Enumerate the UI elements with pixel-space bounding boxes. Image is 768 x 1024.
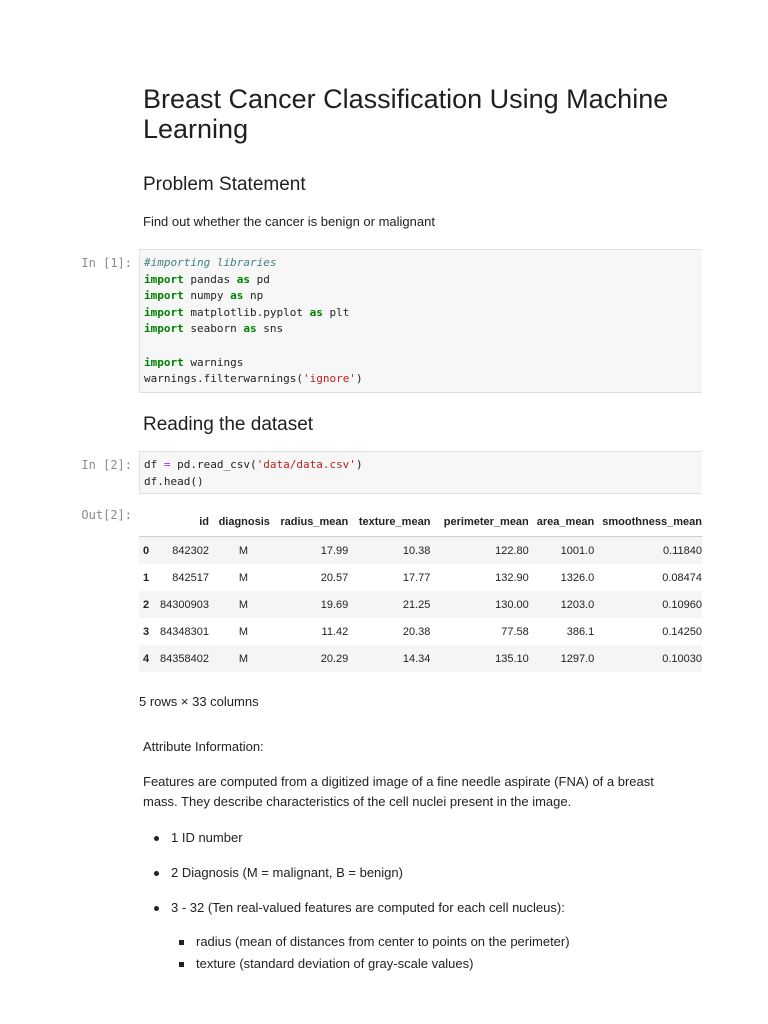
- column-header-id: id: [199, 516, 209, 528]
- cell-1-prompt: In [1]:: [81, 256, 132, 270]
- table-row: 2 84300903 M 19.69 21.25 130.00 1203.0 0.10960: [139, 591, 702, 618]
- code-line-import-seaborn: import seaborn as sns: [144, 322, 284, 336]
- code-cell-1[interactable]: [139, 249, 702, 393]
- dataframe-shape: 5 rows × 33 columns: [139, 694, 259, 709]
- reading-dataset-heading: Reading the dataset: [143, 414, 314, 435]
- list-item: 1 ID number: [150, 828, 243, 848]
- column-header-smoothness-mean: smoothness_mean: [602, 516, 702, 528]
- dataframe-table: [139, 508, 702, 672]
- bullet-icon: [154, 836, 159, 841]
- code-line-head: df.head(): [144, 474, 204, 488]
- table-row: 1 842517 M 20.57 17.77 132.90 1326.0 0.08474: [143, 571, 702, 584]
- code-line-import-numpy: import numpy as np: [144, 289, 264, 303]
- attribute-list: [150, 828, 243, 848]
- code-line-read-csv: df = pd.read_csv('data/data.csv'): [144, 458, 363, 471]
- dataframe-output: [139, 508, 702, 678]
- code-line-import-pandas: import pandas as pd: [144, 272, 270, 286]
- code-line-import-warnings: import warnings: [144, 355, 244, 369]
- attribute-list: [150, 898, 565, 918]
- attribute-info-paragraph: Features are computed from a digitized image of a fine needle aspirate (FNA) of a breast mass. They describe characteristics of the cell nuclei present in the image.: [143, 774, 654, 809]
- table-header-row: [139, 508, 702, 537]
- column-header-diagnosis: diagnosis: [218, 516, 270, 528]
- code-line-import-matplotlib: import matplotlib.pyplot as plt: [144, 305, 350, 319]
- problem-statement-heading: Problem Statement: [143, 174, 306, 195]
- table-row: 3 84348301 M 11.42 20.38 77.58 386.1 0.14250: [143, 625, 702, 638]
- cell-2-prompt: In [2]:: [81, 458, 132, 472]
- square-bullet-icon: [179, 940, 184, 945]
- problem-statement-text: Find out whether the cancer is benign or malignant: [143, 214, 435, 229]
- attribute-list: [150, 863, 403, 883]
- column-header-area-mean: area_mean: [536, 516, 595, 528]
- square-bullet-icon: [179, 962, 184, 967]
- code-cell-2[interactable]: [139, 451, 702, 494]
- out-2-prompt: Out[2]:: [81, 508, 132, 522]
- bullet-icon: [154, 871, 159, 876]
- code-line-filterwarnings: warnings.filterwarnings('ignore'): [144, 372, 363, 386]
- list-item: texture (standard deviation of gray-scale values): [175, 954, 570, 974]
- bullet-icon: [154, 906, 159, 911]
- column-header-index: [139, 508, 151, 537]
- list-item: 3 - 32 (Ten real-valued features are computed for each cell nucleus):: [150, 898, 565, 918]
- column-header-perimeter-mean: perimeter_mean: [443, 516, 529, 528]
- column-header-texture-mean: texture_mean: [358, 516, 431, 528]
- attribute-info-heading: Attribute Information:: [143, 739, 264, 754]
- attribute-sublist: [175, 932, 570, 974]
- list-item: 2 Diagnosis (M = malignant, B = benign): [150, 863, 403, 883]
- column-header-radius-mean: radius_mean: [280, 516, 349, 528]
- code-comment: #importing libraries: [144, 256, 277, 269]
- table-row: 4 84358402 M 20.29 14.34 135.10 1297.0 0.10030: [139, 645, 702, 672]
- notebook-title: Breast Cancer Classification Using Machine Learning: [143, 84, 669, 144]
- list-item: radius (mean of distances from center to points on the perimeter): [175, 932, 570, 952]
- table-row: 0 842302 M 17.99 10.38 122.80 1001.0 0.11840: [139, 537, 702, 565]
